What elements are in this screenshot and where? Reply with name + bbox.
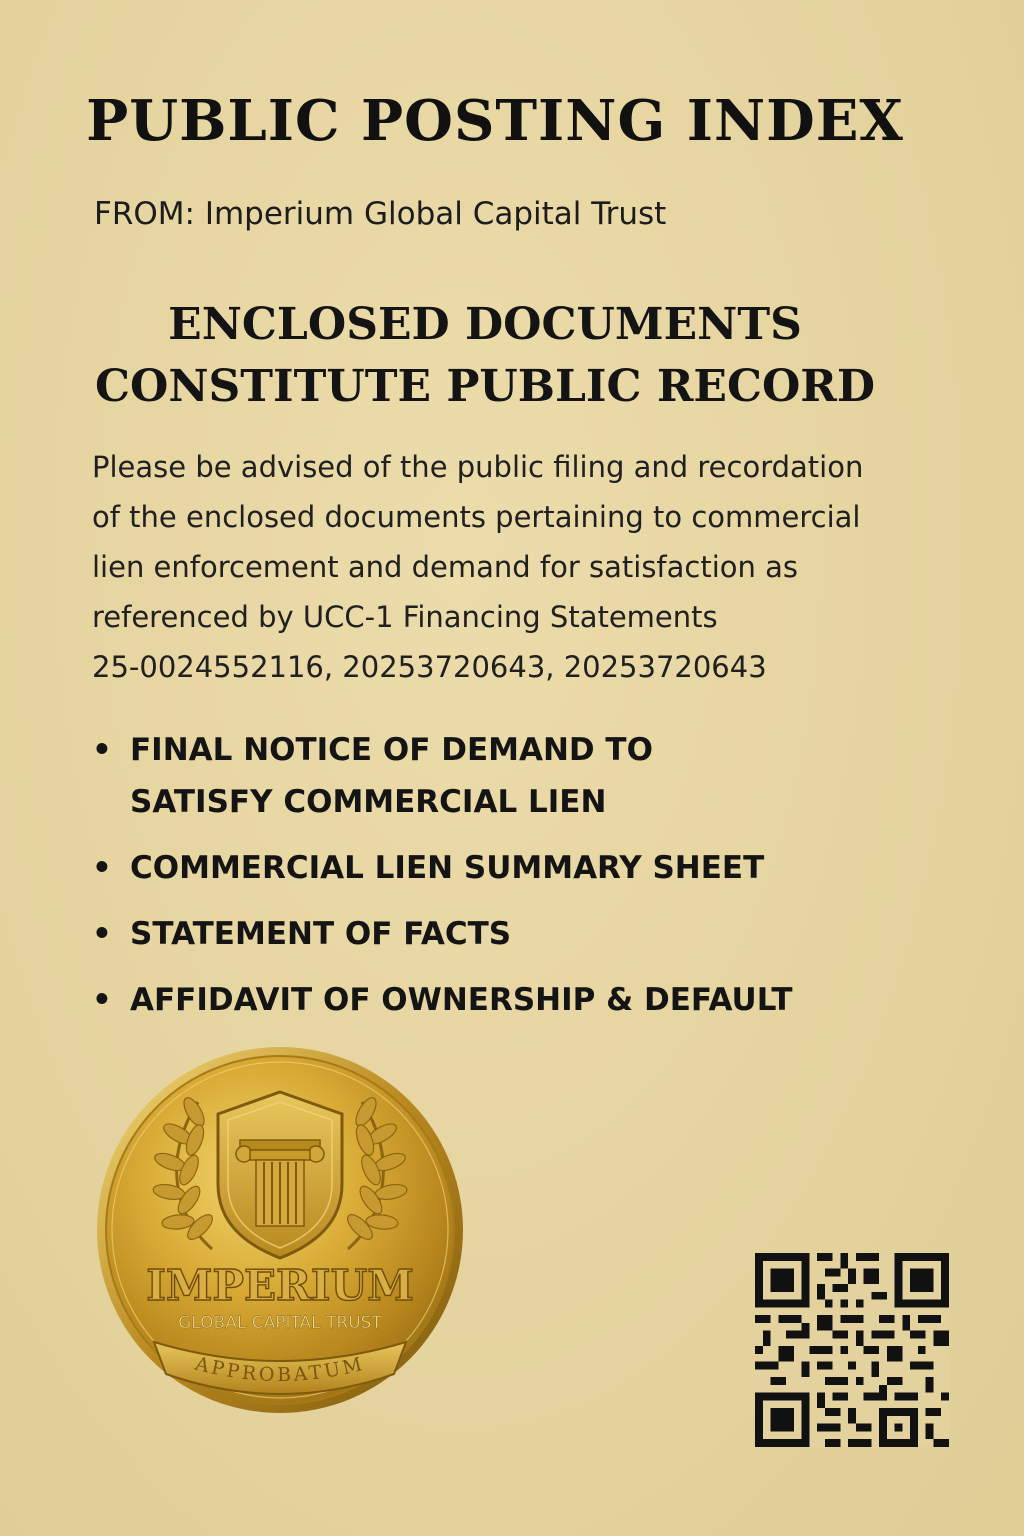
document-title xyxy=(130,908,952,960)
sender-line: FROM: Imperium Global Capital Trust xyxy=(94,196,667,232)
notice-body xyxy=(92,442,972,692)
document-title-line: FINAL NOTICE OF DEMAND TO xyxy=(130,732,653,768)
list-item xyxy=(92,724,952,828)
notice-heading-line-2: CONSTITUTE PUBLIC RECORD xyxy=(94,361,876,412)
list-item xyxy=(92,908,952,960)
notice-body-line: Please be advised of the public filing and recordation xyxy=(92,450,864,484)
page-title: PUBLIC POSTING INDEX xyxy=(86,88,904,154)
document-title-line: AFFIDAVIT OF OWNERSHIP & DEFAULT xyxy=(130,982,793,1018)
document-title-line: STATEMENT OF FACTS xyxy=(130,916,512,952)
seal-subtitle: GLOBAL CAPITAL TRUST xyxy=(178,1313,382,1333)
document-title-line: SATISFY COMMERCIAL LIEN xyxy=(130,784,607,820)
notice-body-line: of the enclosed documents pertaining to commercial xyxy=(92,500,861,534)
bullet-icon: • xyxy=(92,982,112,1018)
document-title xyxy=(130,842,952,894)
bullet-icon: • xyxy=(92,916,112,952)
seal-ribbon-text: APPROBATUM xyxy=(192,1352,368,1387)
list-item xyxy=(92,974,952,1026)
notice-heading-line-1: ENCLOSED DOCUMENTS xyxy=(168,299,802,350)
notice-body-line: 25-0024552116, 20253720643, 20253720643 xyxy=(92,650,767,684)
document-title xyxy=(130,724,952,828)
notice-body-line: lien enforcement and demand for satisfaction as xyxy=(92,550,798,584)
list-item xyxy=(92,842,952,894)
qr-code-icon xyxy=(750,1253,954,1447)
document-title xyxy=(130,974,952,1026)
enclosed-documents-list xyxy=(92,724,952,1040)
seal-name: IMPERIUM xyxy=(146,1261,414,1310)
bullet-icon: • xyxy=(92,732,112,768)
notice-body-line: referenced by UCC-1 Financing Statements xyxy=(92,600,718,634)
document-title-line: COMMERCIAL LIEN SUMMARY SHEET xyxy=(130,850,765,886)
gold-seal-icon xyxy=(94,1044,466,1416)
bullet-icon: • xyxy=(92,850,112,886)
notice-heading xyxy=(0,294,970,418)
